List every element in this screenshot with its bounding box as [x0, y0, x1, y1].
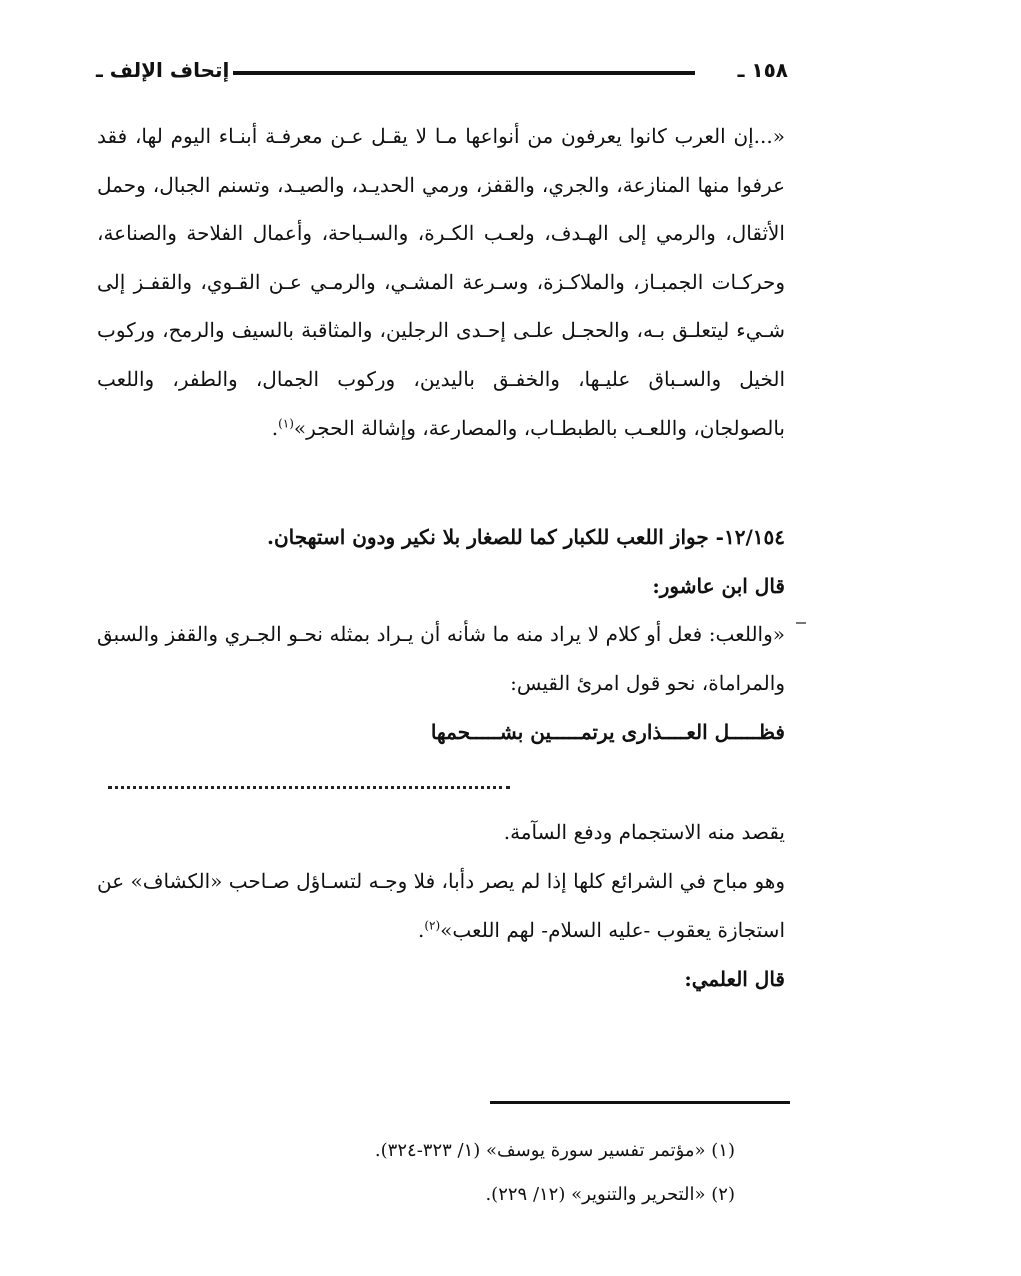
quote-text: «...إن العرب كانوا يعرفون من أنواعها مـا لا يقـل عـن معرفـة أبنـاء اليوم لها، فقد عرفوا منها المنازعة، والجري، والقفز، ورمي الحديـد، والصيـد، وتسنم الجبال، وحمل الأثقال، والرمي إلى الهـدف، ولعـب الكـرة، والسـباحة، وأعمال الفلاحة والصناعة، وحركـات الجمبـاز، والملاكـزة، وسـرعة المشـي، والرمـي عـن القـوي، والقفـز إلى شـيء ليتعلـق بـه، والحجـل علـى إحـدى الرجلين، والمثاقبة بالسيف والرمح، وركوب الخيل والسـباق عليـها، والخفـق باليدين، وركوب الجمال، والطفر، واللعب بالصولجان، واللعـب بالطبطـاب، والمصارعة، وإشالة الحجر» [97, 124, 786, 440]
citation-intro: قال ابن عاشور: [652, 574, 785, 598]
citation-intro-2: قال العلمي: [684, 967, 785, 991]
explanation-paragraph: يقصد منه الاستجمام ودفع السآمة. [503, 820, 785, 844]
period: . [271, 415, 279, 440]
page-number: ١٥٨ ـ [737, 58, 788, 82]
section-number: ١٢/١٥٤- [715, 525, 785, 549]
footnote-2: (٢) «التحرير والتنوير» (١٢/ ٢٢٩). [485, 1184, 735, 1205]
page-header [96, 58, 788, 90]
footnote-separator [490, 1101, 790, 1104]
verse-dotted-line [108, 786, 510, 789]
poetry-verse: فظـــــل العــــذارى يرتمـــــين بشـــــحمها [430, 720, 785, 744]
header-rule [233, 71, 695, 75]
ruling-paragraph [97, 857, 785, 954]
running-title: إتحاف الإلف ـ [96, 58, 230, 82]
footnote-ref-2: (٢) [424, 917, 441, 932]
section-title: جواز اللعب للكبار كما للصغار بلا نكير ودون استهجان. [267, 525, 709, 549]
definition-paragraph: «واللعب: فعل أو كلام لا يراد منه ما شأنه أن يـراد بمثله نحـو الجـري والقفز والسبق والمراماة، نحو قول امرئ القيس: [97, 622, 785, 695]
footnote-ref-1: (١) [278, 415, 294, 430]
footnote-1: (١) «مؤتمر تفسير سورة يوسف» (١/ ٣٢٣-٣٢٤). [374, 1140, 735, 1161]
period: . [417, 917, 425, 942]
margin-mark [796, 622, 806, 624]
ruling-text: وهو مباح في الشرائع كلها إذا لم يصر دأبا، فلا وجـه لتسـاؤل صـاحب «الكشاف» عن استجازة يعقوب -عليه السلام- لهم اللعب» [97, 869, 785, 942]
quote-paragraph [97, 112, 785, 452]
section-heading [97, 513, 785, 562]
